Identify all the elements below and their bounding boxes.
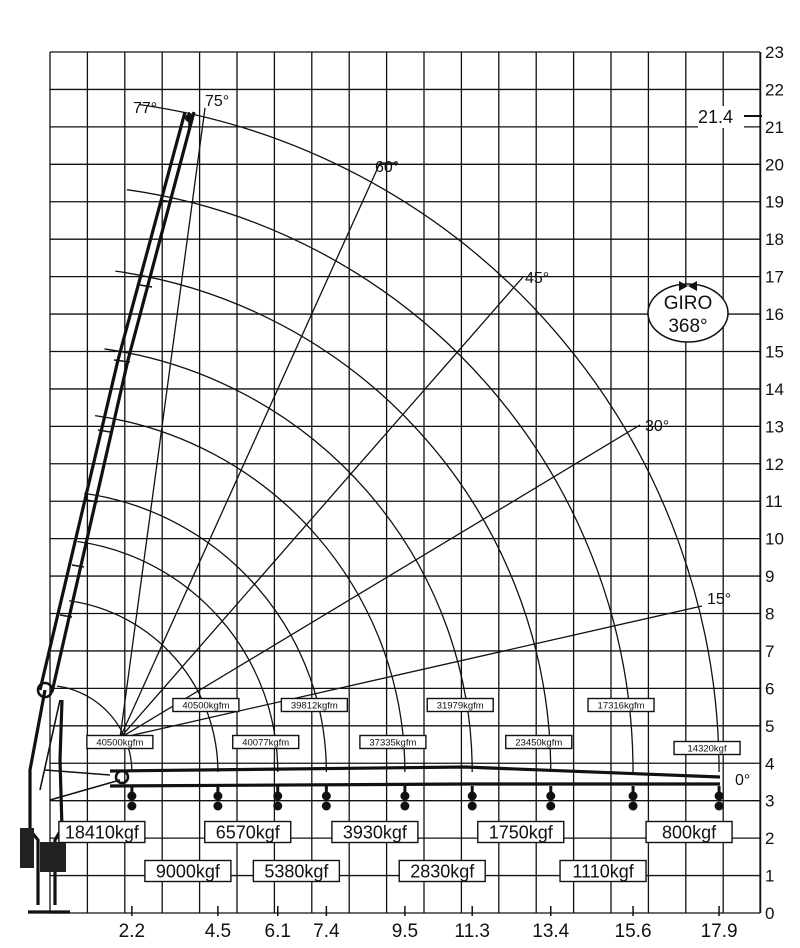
- y-tick-label: 20: [765, 155, 784, 175]
- moment-label: 37335kgfm: [369, 737, 417, 749]
- max-height-label: 21.4: [698, 107, 734, 127]
- boom-hook-block: [127, 802, 136, 811]
- boom-hook-block: [546, 792, 555, 801]
- x-axis-labels: [119, 906, 738, 942]
- angle-label-75: 75°: [205, 93, 230, 110]
- x-tick-label: 6.1: [264, 921, 291, 942]
- y-tick-label: 23: [765, 43, 784, 62]
- moment-label: 39812kgfm: [290, 700, 338, 712]
- boom-hook-block: [322, 792, 331, 801]
- raised-boom-inner: [52, 112, 194, 692]
- load-boxes: [59, 822, 732, 882]
- angle-label-60: 60°: [375, 159, 400, 176]
- y-tick-label: 12: [765, 454, 784, 474]
- angle-ray-45: [120, 277, 523, 738]
- boom-hook-block: [273, 802, 282, 811]
- rotation-value: 368°: [668, 316, 708, 337]
- y-tick-label: 2: [765, 829, 775, 849]
- angle-ray-30: [120, 425, 640, 738]
- boom-hook-block: [400, 802, 409, 811]
- crane-knuckle: [116, 771, 128, 783]
- rotation-badge: [648, 281, 728, 342]
- y-tick-label: 0: [765, 904, 775, 923]
- y-tick-label: 10: [765, 529, 784, 549]
- y-axis-labels: [765, 43, 784, 923]
- load-label: 3930kgf: [342, 822, 407, 843]
- moment-label: 23450kgfm: [515, 737, 563, 749]
- y-tick-label: 7: [765, 641, 775, 661]
- x-tick-label: 13.4: [532, 921, 570, 942]
- y-tick-label: 1: [765, 866, 775, 886]
- boom-hook-block: [400, 792, 409, 801]
- radius-arc: [115, 271, 550, 772]
- y-tick-label: 5: [765, 716, 775, 736]
- x-tick-label: 4.5: [204, 921, 232, 942]
- moment-label: 40077kgfm: [242, 737, 290, 749]
- x-tick-label: 7.4: [313, 921, 340, 942]
- x-tick-label: 11.3: [454, 921, 491, 942]
- moment-label: 31979kgfm: [436, 700, 484, 712]
- rotation-title: GIRO: [663, 293, 713, 314]
- load-label: 1110kgf: [572, 861, 634, 882]
- y-tick-label: 16: [765, 305, 784, 325]
- angle-label-15: 15°: [707, 591, 732, 608]
- load-label: 9000kgf: [155, 861, 220, 882]
- y-tick-label: 3: [765, 791, 775, 811]
- boom-hook-block: [273, 792, 282, 801]
- radius-arcs: [57, 104, 719, 772]
- y-tick-label: 19: [765, 192, 784, 212]
- load-label: 6570kgf: [215, 822, 280, 843]
- boom-hook-block: [213, 792, 222, 801]
- boom-hooks: [127, 786, 723, 811]
- angle-label-45: 45°: [525, 270, 550, 287]
- boom-hook-block: [629, 792, 638, 801]
- x-tick-label: 9.5: [391, 921, 419, 942]
- angle-label-77: 77°: [133, 100, 158, 117]
- radius-arc: [139, 104, 719, 772]
- y-tick-label: 13: [765, 417, 784, 437]
- y-tick-label: 11: [765, 492, 783, 512]
- max-height-marker: [698, 106, 762, 128]
- moment-label: 14320kgf: [687, 743, 727, 755]
- angle-label-0: 0°: [735, 772, 751, 789]
- boom-hook-block: [213, 802, 222, 811]
- angle-ray-15: [120, 606, 702, 738]
- angle-label-30: 30°: [645, 418, 670, 435]
- y-tick-label: 22: [765, 80, 784, 100]
- y-tick-label: 21: [765, 117, 784, 137]
- y-tick-label: 9: [765, 567, 775, 587]
- boom-hook-block: [468, 792, 477, 801]
- boom-hook-block: [715, 802, 724, 811]
- raised-boom-outer: [40, 112, 185, 690]
- angle-labels: [133, 93, 750, 789]
- y-tick-label: 17: [765, 267, 784, 287]
- boom-hook-block: [629, 802, 638, 811]
- y-tick-label: 15: [765, 342, 784, 362]
- moment-label: 17316kgfm: [597, 700, 645, 712]
- load-label: 5380kgf: [264, 861, 329, 882]
- moment-label: 40500kgfm: [96, 737, 144, 749]
- boom-hook-block: [715, 792, 724, 801]
- y-tick-label: 4: [765, 754, 775, 774]
- raised-boom-tip: [185, 114, 193, 122]
- x-tick-label: 15.6: [614, 921, 652, 942]
- y-tick-label: 6: [765, 679, 775, 699]
- horizontal-boom-top: [110, 767, 720, 777]
- crane-counterweight: [20, 828, 34, 868]
- load-label: 1750kgf: [488, 822, 553, 843]
- load-label: 18410kgf: [64, 822, 139, 843]
- moment-boxes: [87, 699, 740, 755]
- x-tick-label: 2.2: [118, 921, 146, 942]
- moment-label: 40500kgfm: [182, 700, 230, 712]
- y-tick-label: 14: [765, 379, 784, 399]
- y-tick-label: 18: [765, 230, 784, 250]
- crane-hydraulic-cylinder: [40, 700, 120, 800]
- x-tick-label: 17.9: [700, 921, 738, 942]
- horizontal-boom-bottom: [110, 784, 720, 786]
- y-tick-label: 8: [765, 604, 775, 624]
- boom-hook-block: [546, 802, 555, 811]
- boom-hook-block: [322, 802, 331, 811]
- boom-hook-block: [127, 792, 136, 801]
- load-label: 800kgf: [662, 822, 717, 843]
- boom-hook-block: [468, 802, 477, 811]
- crane-base-block: [40, 842, 66, 872]
- load-label: 2830kgf: [410, 861, 475, 882]
- crane-illustration: [20, 112, 724, 912]
